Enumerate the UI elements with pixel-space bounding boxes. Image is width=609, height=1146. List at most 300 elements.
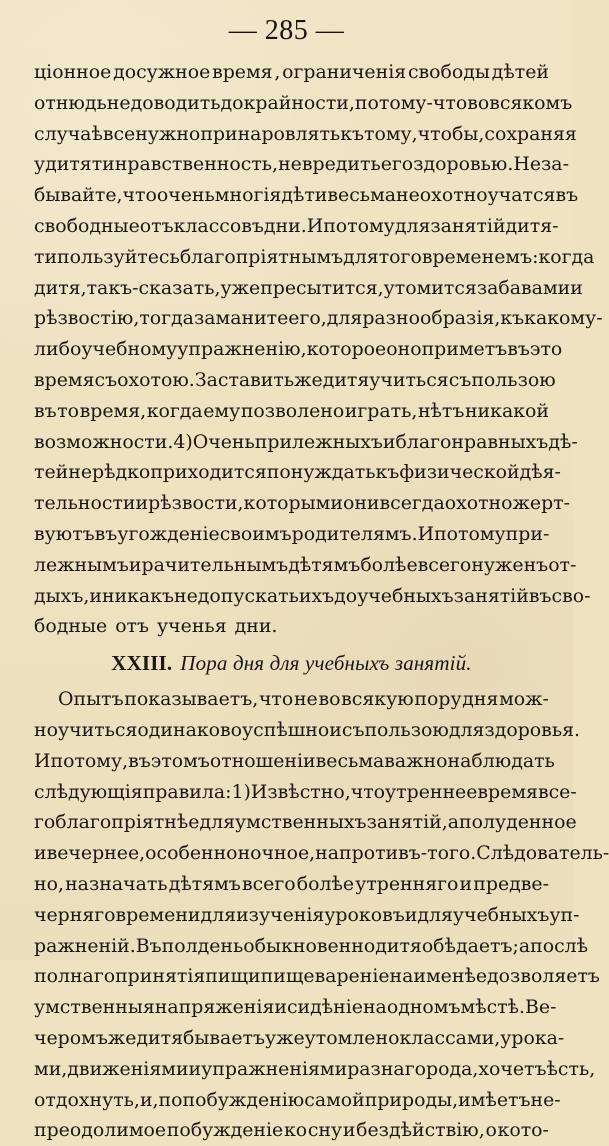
word: а [518, 934, 531, 957]
word: съ [448, 368, 472, 391]
word: занятій [366, 811, 442, 834]
word: времени [115, 903, 201, 926]
word: въ [528, 584, 552, 607]
word: от- [548, 553, 577, 576]
word: важно [384, 749, 448, 772]
text-line [34, 242, 595, 273]
word: хочетъ [478, 1057, 547, 1080]
text-line [34, 488, 571, 519]
text-line [34, 611, 549, 642]
word: чтобы, [417, 122, 485, 145]
text-line [34, 365, 556, 396]
word: дитяти [45, 153, 115, 176]
word: Ве- [525, 996, 557, 1019]
word: и [274, 996, 287, 1019]
word: по [158, 1088, 183, 1111]
word: занятій [430, 214, 506, 237]
word: одномъ [386, 996, 461, 1019]
page-number: — 285 — [228, 15, 345, 46]
word: болѣе [296, 872, 355, 895]
text-line [34, 1054, 596, 1085]
section-number: XXIII. [111, 651, 173, 676]
text-line [34, 273, 583, 304]
word: когда [538, 245, 595, 268]
word: они [342, 492, 380, 515]
word: ученья [157, 615, 227, 638]
word: родителямъ. [291, 522, 418, 545]
word: играть, [344, 399, 418, 422]
text-line [34, 457, 561, 488]
word: время, [79, 399, 147, 422]
word: учебныхъ [452, 903, 550, 926]
word: 4) [173, 430, 193, 453]
word: сидѣніе [286, 996, 363, 1019]
text-line [34, 88, 573, 119]
word: побужденіе [166, 1119, 284, 1142]
word: учатся [487, 184, 556, 207]
word: охотно [444, 492, 513, 515]
word: дитя [136, 1026, 184, 1049]
word: , [274, 61, 281, 83]
word: за- [541, 153, 569, 176]
word: же [107, 1026, 137, 1049]
word: для [417, 903, 453, 926]
word: ихъ [298, 584, 335, 607]
word: съ [94, 368, 118, 391]
word: заманите [193, 307, 289, 330]
word: дитя, [34, 276, 87, 299]
word: въ [128, 749, 151, 772]
word: вечернее, [46, 842, 146, 865]
word: упражненію, [177, 338, 307, 361]
word: тогда [139, 307, 194, 330]
word: которыми [243, 492, 343, 515]
word: и [34, 842, 47, 865]
word: ти [34, 245, 58, 268]
word: забавами [476, 276, 571, 299]
word: жерт- [512, 492, 571, 515]
word: во [318, 688, 341, 711]
word: дня [462, 688, 499, 711]
word: предве- [473, 872, 549, 895]
word: ко [283, 1119, 308, 1142]
word: къ [340, 122, 365, 145]
word: ражненій. [34, 934, 136, 957]
word: Не [513, 153, 541, 176]
word: приходится [150, 461, 267, 484]
word: оно [386, 338, 422, 361]
word: Заставить [194, 368, 295, 391]
word: его, [288, 307, 327, 330]
word: здоровья. [484, 718, 581, 741]
word: слѣдующія [34, 780, 143, 803]
word: классами, [399, 1026, 501, 1049]
word: дитя [375, 934, 422, 957]
word: и [135, 492, 149, 515]
word: учиться [57, 718, 138, 741]
word: то [57, 399, 80, 422]
word: для [326, 307, 363, 330]
word: досужное [113, 61, 211, 83]
word: потому [323, 214, 395, 237]
word: дѣтей [491, 61, 549, 83]
word: Опытъ [58, 688, 124, 711]
word: дитя [322, 368, 370, 391]
word: многія [214, 184, 282, 207]
word: рачительнымъ [141, 553, 289, 576]
text-line [34, 427, 578, 458]
word: временемъ [421, 245, 533, 268]
word: весьма [315, 749, 385, 772]
word: уже [220, 276, 261, 299]
word: время [477, 780, 538, 803]
word: либо [34, 338, 82, 361]
text-line [34, 746, 555, 777]
word: наименѣе [389, 965, 488, 988]
word: тому, [364, 122, 418, 145]
text-line [34, 581, 591, 612]
word: же [294, 368, 323, 391]
word: позволено [240, 399, 345, 422]
word: благопріятнѣе [55, 811, 200, 834]
word: отношеніи [209, 749, 316, 772]
word: которое [306, 338, 387, 361]
word: бодные [34, 615, 108, 638]
word: не [106, 91, 131, 114]
text-line [34, 777, 577, 808]
word: ночное, [237, 842, 316, 865]
word: до [334, 584, 358, 607]
word: дни. [263, 214, 307, 237]
word: бываетъ [183, 1026, 265, 1049]
word: время [34, 368, 95, 391]
word: весьма [327, 184, 397, 207]
word: всякомъ [489, 91, 573, 114]
word: Въ [135, 934, 162, 957]
word: какому- [524, 307, 603, 330]
word: побужденію [182, 1088, 305, 1111]
word: разнаго [347, 1057, 426, 1080]
word: и, [139, 1088, 159, 1111]
word: рода, [425, 1057, 479, 1080]
word: никакъ [101, 584, 175, 607]
word: нравственность, [114, 153, 279, 176]
text-line [34, 119, 577, 150]
word: И [34, 749, 51, 772]
word: неохотно [396, 184, 488, 207]
word: возможности. [34, 430, 174, 453]
word: болѣе [360, 553, 418, 576]
text-line [34, 57, 549, 88]
text-line [34, 303, 603, 334]
word: умственныхъ [235, 811, 367, 834]
word: для [394, 214, 431, 237]
word: урока- [500, 1026, 565, 1049]
word: умственныя [34, 996, 155, 1019]
word: его [380, 153, 414, 176]
text-line [34, 396, 549, 427]
text-line [34, 149, 569, 180]
word: потому, [50, 749, 129, 772]
word: физической [399, 461, 520, 484]
word: и [382, 430, 396, 453]
word: дѣ- [548, 430, 578, 453]
word: лежнымъ [34, 553, 129, 576]
word: напротивъ-того. [315, 842, 477, 865]
word: ему [203, 399, 241, 422]
word: показываетъ, [124, 688, 259, 711]
section-title: Пора дня для учебныхъ занятій. [180, 651, 472, 676]
word: ѣсть, [546, 1057, 596, 1080]
word: пользуйтесь [57, 245, 180, 268]
word: все [102, 122, 136, 145]
text-line [34, 869, 549, 900]
word: прилежныхъ [254, 430, 383, 453]
section-paragraph [34, 684, 609, 1146]
word: сво- [551, 584, 591, 607]
word: черняго [34, 903, 116, 926]
word: для [200, 903, 237, 926]
paragraph-continuation [34, 57, 603, 642]
word: пользою [364, 718, 449, 741]
page-content [34, 57, 609, 1146]
word: бывайте, [34, 184, 123, 207]
word: , [348, 91, 355, 114]
word: все- [537, 780, 577, 803]
text-line [34, 807, 577, 838]
word: утреннее [385, 780, 478, 803]
word: свободы [407, 61, 490, 83]
text-line [34, 900, 580, 931]
word: о [485, 1119, 497, 1142]
word: случаѣ [34, 122, 103, 145]
word: движеніями [67, 1057, 189, 1080]
word: И [417, 522, 435, 545]
word: бездѣйствію, [356, 1119, 485, 1142]
word: учебныхъ [357, 584, 454, 607]
word: приметъ [421, 338, 508, 361]
word: всего [241, 872, 296, 895]
word: дыхъ, [34, 584, 90, 607]
word: но [34, 718, 58, 741]
word: здоровью. [413, 153, 514, 176]
word: этомъ [150, 749, 210, 772]
word: одинаково [137, 718, 243, 741]
word: не- [530, 1088, 561, 1111]
word: что [122, 184, 157, 207]
word: того [378, 245, 422, 268]
word: во [467, 91, 490, 114]
word: преодолимое [34, 1119, 167, 1142]
word: и [89, 584, 102, 607]
word: послѣ [530, 934, 589, 957]
word: нуженъ [471, 553, 549, 576]
word: утомится [383, 276, 477, 299]
text-line [34, 931, 589, 962]
word: утомлено [304, 1026, 400, 1049]
word: всего [417, 553, 472, 576]
word: Слѣдователь- [476, 842, 609, 865]
word: дозволяетъ [487, 965, 600, 988]
word: потому-что [354, 91, 468, 114]
word: разнообразія, [362, 307, 501, 330]
word: го [34, 811, 56, 834]
word: для [448, 718, 485, 741]
word: пользою [471, 368, 556, 391]
text-line [34, 715, 581, 746]
word: рѣзвости, [148, 492, 244, 515]
word: понуждать [266, 461, 376, 484]
word: въ [555, 184, 579, 207]
word: классовъ [173, 214, 264, 237]
word: и [342, 1119, 356, 1142]
word: для [199, 811, 236, 834]
word: нѣтъ [417, 399, 465, 422]
word: всякую [341, 688, 414, 711]
text-line [34, 1023, 565, 1054]
word: черомъ [34, 1026, 108, 1049]
word: пору [414, 688, 462, 711]
word: сну [307, 1119, 343, 1142]
word: нужно [135, 122, 201, 145]
word: упражненіями [201, 1057, 348, 1080]
word: на [362, 996, 387, 1019]
word: учиться [369, 368, 449, 391]
word: и [459, 872, 473, 895]
word: до [220, 91, 244, 114]
word: успѣшно [242, 718, 330, 741]
text-line [34, 684, 549, 715]
word: нерѣдко [68, 461, 151, 484]
word: благопріятнымъ [179, 245, 344, 268]
word: такъ-сказать, [86, 276, 221, 299]
word: въ [507, 338, 530, 361]
word: полуденное [459, 811, 577, 834]
word: принятія [115, 965, 206, 988]
word: не [174, 584, 198, 607]
word: полдень [161, 934, 244, 957]
text-line [34, 961, 600, 992]
word: крайности [243, 91, 349, 114]
word: дѣтямъ [168, 872, 241, 895]
word: природы, [364, 1088, 459, 1111]
word: и [188, 1057, 202, 1080]
word: наблюдать [447, 749, 555, 772]
word: не [293, 688, 318, 711]
word: охотою. [117, 368, 195, 391]
text-line [34, 180, 579, 211]
word: и [329, 718, 342, 741]
word: въ [34, 399, 57, 422]
word: дѣя- [519, 461, 561, 484]
word: не [278, 153, 302, 176]
word: особенно [145, 842, 238, 865]
word: пищевареніе [260, 965, 390, 988]
word: учебному [81, 338, 178, 361]
word: допускать [197, 584, 299, 607]
word: правила: [142, 780, 232, 803]
word: пресытится, [260, 276, 384, 299]
word: дитя- [505, 214, 559, 237]
word: отнюдь [34, 91, 107, 114]
word: : [532, 245, 539, 268]
word: Очень [192, 430, 255, 453]
word: отъ [139, 214, 174, 237]
word: имѣетъ [458, 1088, 531, 1111]
word: у [34, 153, 46, 176]
word: тей [34, 461, 69, 484]
word: ограниченія [282, 61, 407, 83]
word: обыкновенно [243, 934, 376, 957]
word: очень [156, 184, 215, 207]
text-line [34, 992, 557, 1023]
word: время [212, 61, 273, 83]
word: полнаго [34, 965, 116, 988]
word: кото- [497, 1119, 549, 1142]
word: Извѣстно, [250, 780, 351, 803]
word: вредить [301, 153, 381, 176]
word: свободные [34, 214, 140, 237]
word: пищи [205, 965, 261, 988]
word: никакой [464, 399, 549, 422]
word: благонравныхъ [395, 430, 549, 453]
text-line [34, 211, 559, 242]
text-line [34, 1085, 561, 1116]
text-line [34, 838, 609, 869]
word: доводить [130, 91, 221, 114]
word: уже [264, 1026, 305, 1049]
word: своимъ [219, 522, 292, 545]
word: отъ [115, 615, 150, 638]
word: и [128, 553, 142, 576]
word: и [404, 903, 418, 926]
word: и [570, 276, 583, 299]
text-line [34, 550, 577, 581]
word: отдохнуть, [34, 1088, 140, 1111]
word: обѣдаетъ; [421, 934, 519, 957]
word: а [447, 811, 460, 834]
word: когда [146, 399, 203, 422]
word: вуютъ [34, 522, 95, 545]
word: уроковъ [324, 903, 405, 926]
word: сохраняя [484, 122, 577, 145]
word: назначать [65, 872, 168, 895]
word: принаровлять [200, 122, 341, 145]
word: всегда [379, 492, 445, 515]
word: И [306, 214, 324, 237]
text-line [34, 519, 549, 550]
word: дни. [234, 615, 278, 638]
word: напряженія [154, 996, 275, 1019]
word: что [350, 780, 386, 803]
word: для [343, 245, 379, 268]
section-heading [34, 645, 549, 682]
word: дѣтямъ [288, 553, 361, 576]
word: къ [500, 307, 525, 330]
word: ми, [34, 1057, 68, 1080]
word: что [258, 688, 294, 711]
word: потому [434, 522, 506, 545]
word: дѣти [281, 184, 328, 207]
word: это [529, 338, 563, 361]
word: 1) [231, 780, 251, 803]
word: мож- [499, 688, 549, 711]
word: уп- [549, 903, 580, 926]
word: утренняго [355, 872, 459, 895]
word: изученія [236, 903, 325, 926]
word: въ [94, 522, 118, 545]
word: занятій [453, 584, 529, 607]
